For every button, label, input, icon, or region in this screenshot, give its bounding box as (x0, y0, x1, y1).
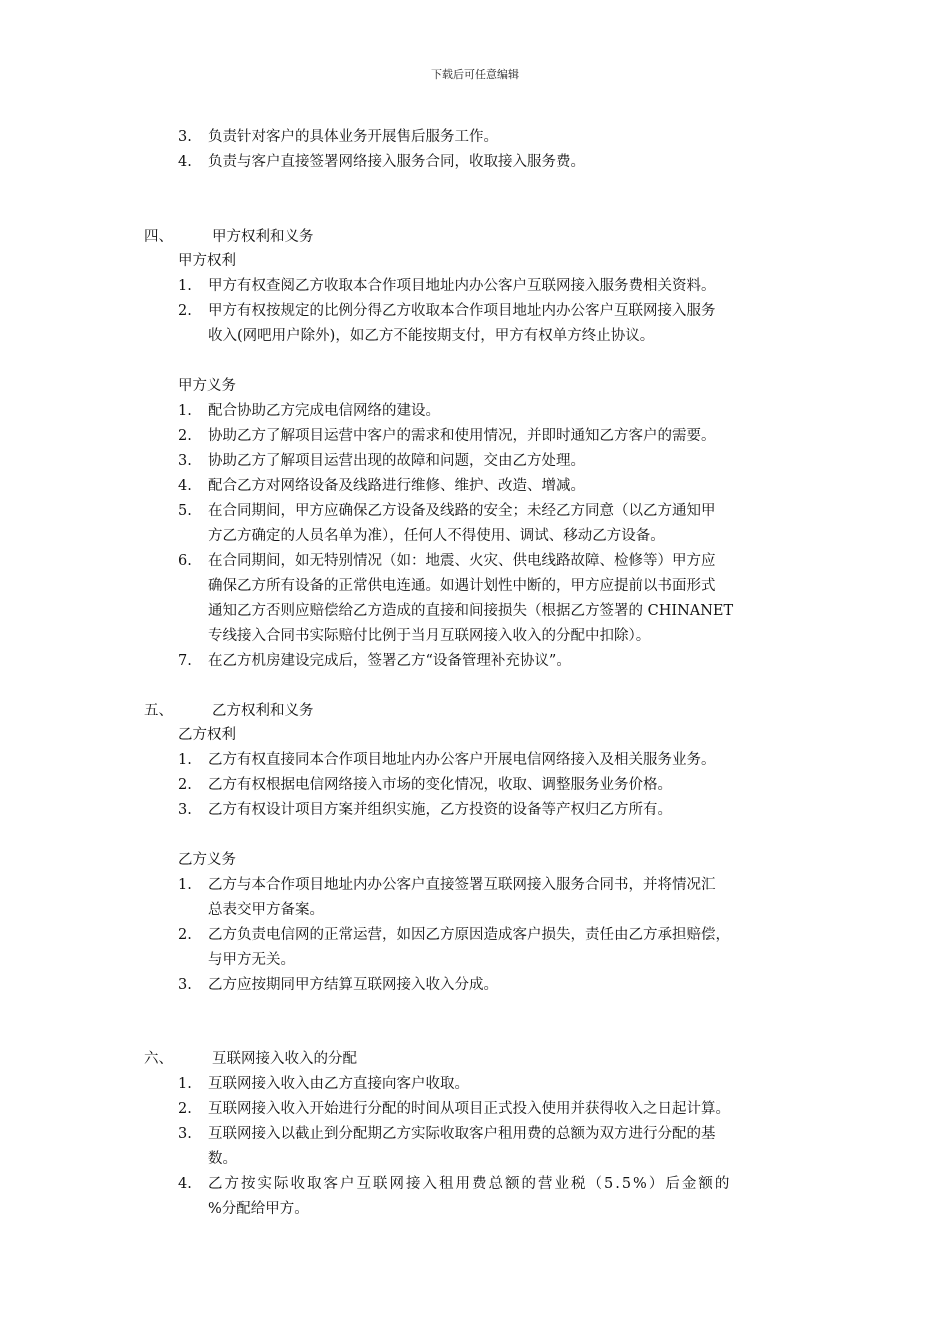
list-item: 1. 乙方有权直接同本合作项目地址内办公客户开展电信网络接入及相关服务业务。 (178, 752, 716, 768)
list-item: 1. 甲方有权查阅乙方收取本合作项目地址内办公客户互联网接入服务费相关资料。 (178, 278, 716, 294)
list-item: 1. 乙方与本合作项目地址内办公客户直接签署互联网接入服务合同书，并将情况汇 (178, 877, 716, 893)
list-item: 2. 乙方有权根据电信网络接入市场的变化情况，收取、调整服务业务价格。 (178, 777, 672, 793)
list-item: 3. 乙方应按期同甲方结算互联网接入收入分成。 (178, 977, 498, 993)
subsection-title: 乙方权利 (178, 727, 236, 743)
page-header: 下载后可任意编辑 (431, 68, 519, 81)
list-item-continuation: 专线接入合同书实际赔付比例于当月互联网接入收入的分配中扣除）。 (208, 628, 651, 644)
list-item: 3. 负责针对客户的具体业务开展售后服务工作。 (178, 129, 498, 145)
section-heading: 六、 互联网接入收入的分配 (144, 1051, 357, 1067)
list-item: 6. 在合同期间，如无特别情况（如：地震、火灾、供电线路故障、检修等）甲方应 (178, 553, 716, 569)
list-item-continuation: 总表交甲方备案。 (208, 902, 324, 918)
list-item: 4. 负责与客户直接签署网络接入服务合同，收取接入服务费。 (178, 154, 585, 170)
list-item-continuation: %分配给甲方。 (208, 1201, 309, 1217)
list-item: 1. 互联网接入收入由乙方直接向客户收取。 (178, 1076, 469, 1092)
list-item-continuation: 与甲方无关。 (208, 952, 295, 968)
list-item: 2. 协助乙方了解项目运营中客户的需求和使用情况，并即时通知乙方客户的需要。 (178, 428, 716, 444)
subsection-title: 甲方权利 (178, 253, 236, 269)
list-item: 2. 互联网接入收入开始进行分配的时间从项目正式投入使用并获得收入之日起计算。 (178, 1101, 730, 1117)
list-item-continuation: 通知乙方否则应赔偿给乙方造成的直接和间接损失（根据乙方签署的 CHINANET (208, 603, 734, 619)
list-item: 5. 在合同期间，甲方应确保乙方设备及线路的安全；未经乙方同意（以乙方通知甲 (178, 503, 716, 519)
list-item: 3. 乙方有权设计项目方案并组织实施，乙方投资的设备等产权归乙方所有。 (178, 802, 672, 818)
list-item: 3. 协助乙方了解项目运营出现的故障和问题，交由乙方处理。 (178, 453, 585, 469)
section-heading: 五、 乙方权利和义务 (144, 703, 314, 719)
list-item-continuation: 确保乙方所有设备的正常供电连通。如遇计划性中断的，甲方应提前以书面形式 (208, 578, 716, 594)
subsection-title: 甲方义务 (178, 378, 236, 394)
section-heading: 四、 甲方权利和义务 (144, 229, 314, 245)
list-item: 4. 配合乙方对网络设备及线路进行维修、维护、改造、增减。 (178, 478, 585, 494)
list-item-continuation: 方乙方确定的人员名单为准），任何人不得使用、调试、移动乙方设备。 (208, 528, 665, 544)
list-item: 2. 乙方负责电信网的正常运营，如因乙方原因造成客户损失，责任由乙方承担赔偿， (178, 927, 730, 943)
list-item: 7. 在乙方机房建设完成后，签署乙方“设备管理补充协议”。 (178, 653, 571, 669)
subsection-title: 乙方义务 (178, 852, 236, 868)
list-item: 4. 乙方按实际收取客户互联网接入租用费总额的营业税（5.5%）后金额的 (178, 1176, 732, 1192)
list-item-continuation: 数。 (208, 1151, 237, 1167)
list-item: 3. 互联网接入以截止到分配期乙方实际收取客户租用费的总额为双方进行分配的基 (178, 1126, 716, 1142)
list-item-continuation: 收入(网吧用户除外)，如乙方不能按期支付，甲方有权单方终止协议。 (208, 328, 655, 344)
list-item: 1. 配合协助乙方完成电信网络的建设。 (178, 403, 440, 419)
list-item: 2. 甲方有权按规定的比例分得乙方收取本合作项目地址内办公客户互联网接入服务 (178, 303, 716, 319)
